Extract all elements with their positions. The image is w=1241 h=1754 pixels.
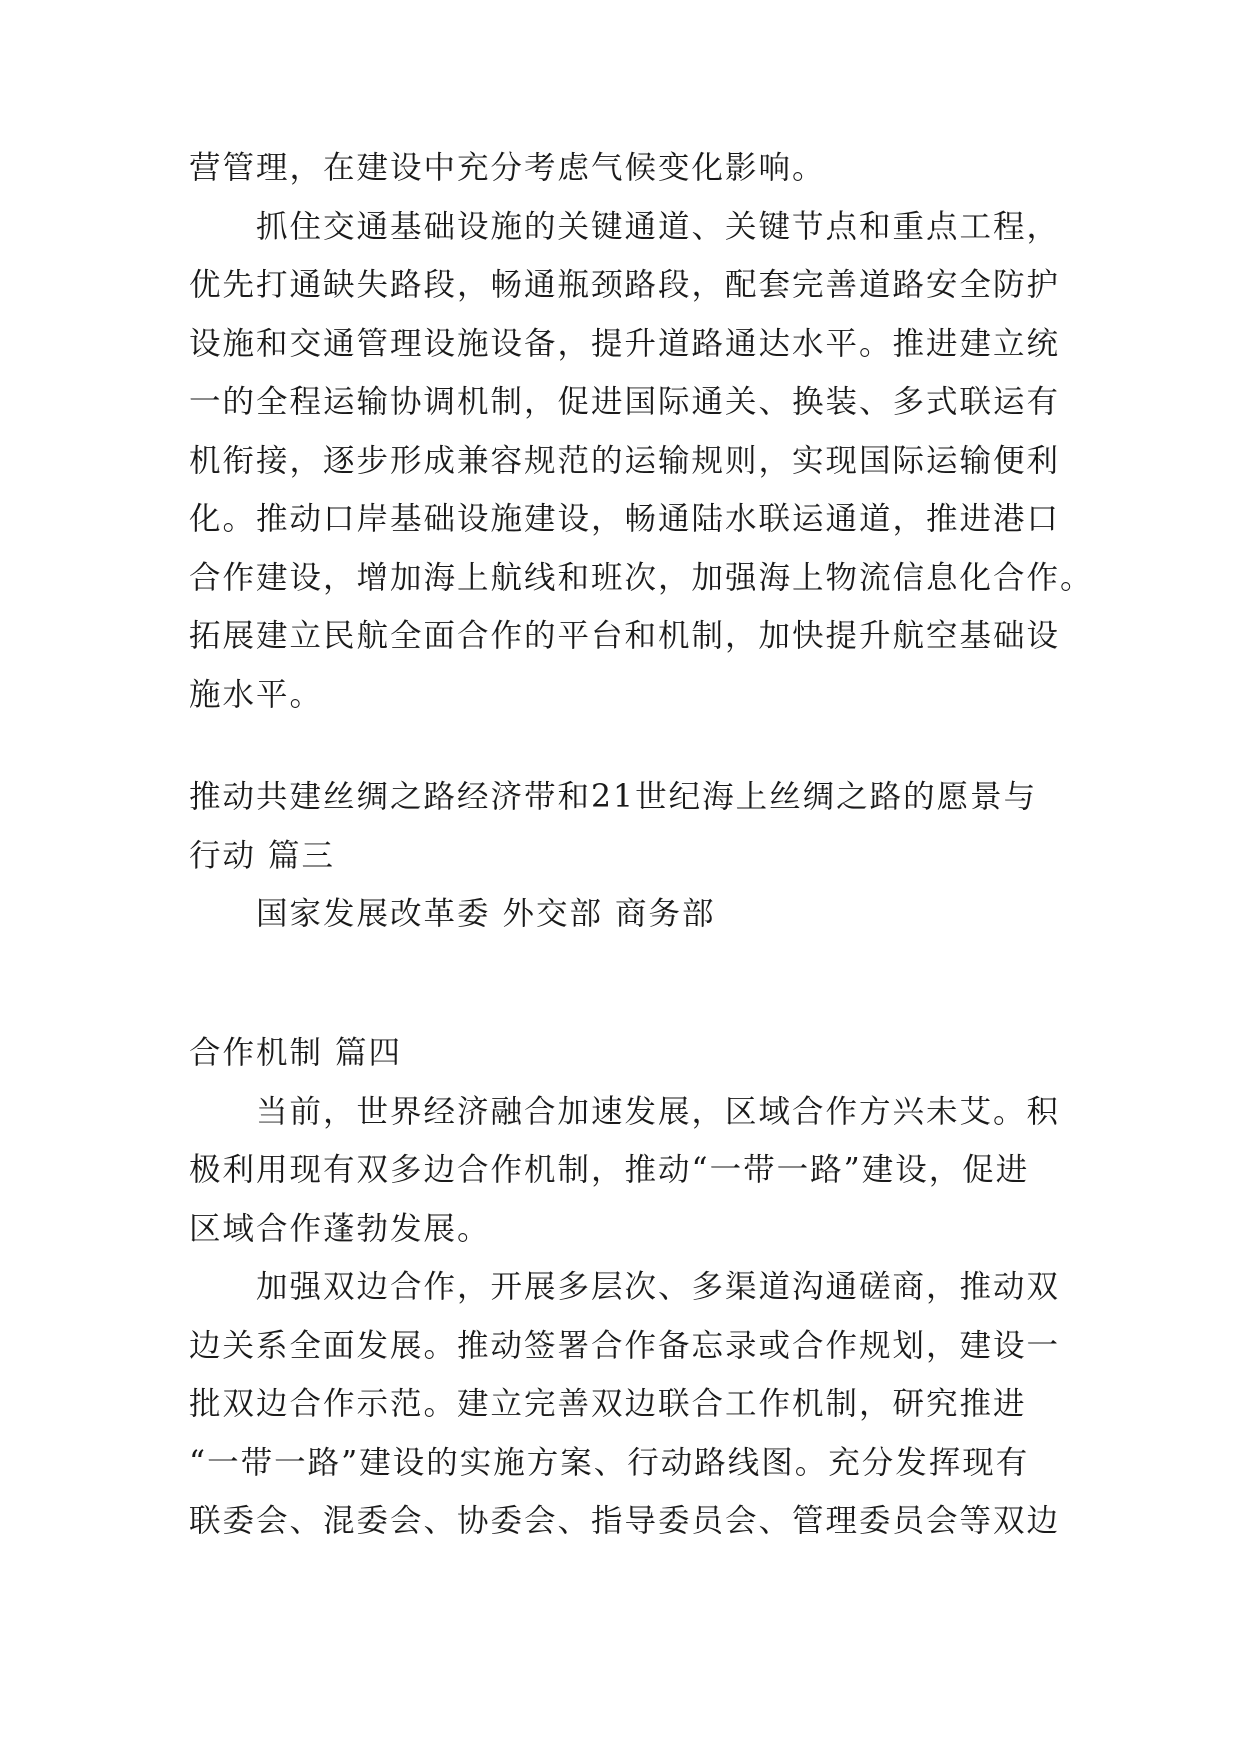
paragraph-line: 机衔接，逐步形成兼容规范的运输规则，实现国际运输便利 <box>189 442 1061 479</box>
paragraph-line: 边关系全面发展。推动签署合作备忘录或合作规划，建设一 <box>189 1327 1061 1364</box>
paragraph-line: 联委会、混委会、协委会、指导委员会、管理委员会等双边 <box>189 1503 1061 1539</box>
section-title: 合作机制 篇四 <box>189 1035 403 1071</box>
paragraph-line: 一的全程运输协调机制，促进国际通关、换装、多式联运有 <box>189 384 1061 420</box>
paragraph-line: 区域合作蓬勃发展。 <box>189 1210 491 1247</box>
paragraph-line: 合作建设，增加海上航线和班次，加强海上物流信息化合作。 <box>189 559 1094 596</box>
paragraph-line: 当前，世界经济融合加速发展，区域合作方兴未艾。积 <box>256 1093 1061 1130</box>
paragraph-line: 设施和交通管理设施设备，提升道路通达水平。推进建立统 <box>189 325 1061 362</box>
paragraph-line: 加强双边合作，开展多层次、多渠道沟通磋商，推动双 <box>256 1269 1061 1305</box>
paragraph-line: 批双边合作示范。建立完善双边联合工作机制，研究推进 <box>189 1386 1027 1422</box>
paragraph-line: 抓住交通基础设施的关键通道、关键节点和重点工程， <box>256 208 1061 245</box>
issuing-authorities: 国家发展改革委 外交部 商务部 <box>256 896 716 932</box>
heading-line: 行动 篇三 <box>189 837 336 874</box>
paragraph-line: 优先打通缺失路段，畅通瓶颈路段，配套完善道路安全防护 <box>189 267 1061 303</box>
paragraph-line: 施水平。 <box>189 676 324 713</box>
paragraph-line: 拓展建立民航全面合作的平台和机制，加快提升航空基础设 <box>189 618 1061 654</box>
section-cooperation-mechanism <box>189 1024 1061 1551</box>
heading-line: 推动共建丝绸之路经济带和21世纪海上丝绸之路的愿景与 <box>189 779 1038 815</box>
paragraph-line: “一带一路”建设的实施方案、行动路线图。充分发挥现有 <box>189 1444 1030 1481</box>
paragraph-line: 营管理，在建设中充分考虑气候变化影响。 <box>189 150 826 186</box>
paragraph-line: 极利用现有双多边合作机制，推动“一带一路”建设，促进 <box>189 1152 1030 1188</box>
paragraph-line: 化。推动口岸基础设施建设，畅通陆水联运通道，推进港口 <box>189 501 1061 537</box>
section-heading-part-three <box>189 768 1051 944</box>
section-transport-text <box>189 139 1094 724</box>
